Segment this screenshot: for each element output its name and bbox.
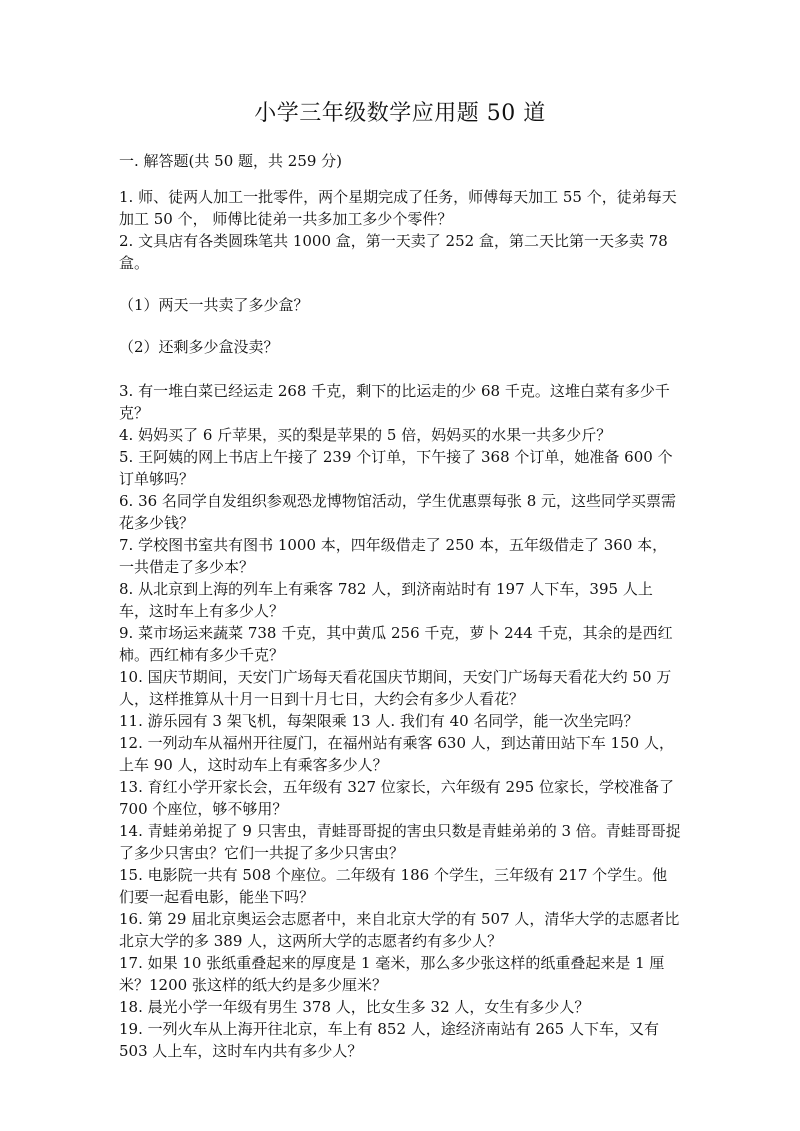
question-3: 3. 有一堆白菜已经运走 268 千克，剩下的比运走的少 68 千克。这堆白菜有多少千克？	[119, 382, 670, 422]
page-title: 小学三年级数学应用题 50 道	[254, 101, 546, 126]
question-9: 9. 菜市场运来蔬菜 738 千克，其中黄瓜 256 千克，萝卜 244 千克，其余的是西红柿。西红柿有多少千克？	[119, 624, 673, 664]
question-2-part-1: （1）两天一共卖了多少盒？	[119, 296, 309, 314]
question-7: 7. 学校图书室共有图书 1000 本，四年级借走了 250 本，五年级借走了 360 本，一共借走了多少本？	[119, 536, 668, 576]
question-5: 5. 王阿姨的网上书店上午接了 239 个订单，下午接了 368 个订单，她准备 600 个订单够吗？	[119, 448, 673, 488]
question-4: 4. 妈妈买了 6 斤苹果，买的梨是苹果的 5 倍，妈妈买的水果一共多少斤？	[119, 426, 612, 444]
question-15: 15. 电影院一共有 508 个座位。二年级有 186 个学生，三年级有 217 个学生。他们要一起看电影，能坐下吗？	[119, 866, 668, 906]
question-2: 2. 文具店有各类圆珠笔共 1000 盒，第一天卖了 252 盒，第二天比第一天多卖 78 盒。	[119, 232, 668, 272]
question-18: 18. 晨光小学一年级有男生 378 人，比女生多 32 人，女生有多少人？	[119, 998, 590, 1016]
question-2-part-2: （2）还剩多少盒没卖？	[119, 338, 279, 356]
question-10: 10. 国庆节期间，天安门广场每天看花国庆节期间，天安门广场每天看花大约 50 万人，这样推算从十月一日到十月七日，大约会有多少人看花？	[119, 668, 672, 708]
question-19: 19. 一列火车从上海开往北京，车上有 852 人，途经济南站有 265 人下车，又有 503 人上车，这时车内共有多少人？	[119, 1020, 659, 1060]
question-11: 11. 游乐园有 3 架飞机，每架限乘 13 人. 我们有 40 名同学，能一次坐完吗？	[119, 712, 639, 730]
question-1: 1. 师、徒两人加工一批零件，两个星期完成了任务，师傅每天加工 55 个，徒弟每天加工 50 个， 师傅比徒弟一共多加工多少个零件？	[119, 188, 677, 228]
question-14: 14. 青蛙弟弟捉了 9 只害虫，青蛙哥哥捉的害虫只数是青蛙弟弟的 3 倍。青蛙哥哥捉了多少只害虫？它们一共捉了多少只害虫？	[119, 822, 681, 862]
question-17: 17. 如果 10 张纸重叠起来的厚度是 1 毫米，那么多少张这样的纸重叠起来是 1 厘米？1200 张这样的纸大约是多少厘米？	[119, 954, 665, 994]
question-6: 6. 36 名同学自发组织参观恐龙博物馆活动，学生优惠票每张 8 元，这些同学买票需花多少钱？	[119, 492, 677, 532]
question-8: 8. 从北京到上海的列车上有乘客 782 人，到济南站时有 197 人下车，395 人上车，这时车上有多少人？	[119, 580, 653, 620]
question-16: 16. 第 29 届北京奥运会志愿者中，来自北京大学的有 507 人，清华大学的志愿者比北京大学的多 389 人，这两所大学的志愿者约有多少人？	[119, 910, 680, 950]
question-13: 13. 育红小学开家长会，五年级有 327 位家长，六年级有 295 位家长，学校准备了 700 个座位，够不够用？	[119, 778, 674, 818]
question-12: 12. 一列动车从福州开往厦门，在福州站有乘客 630 人，到达莆田站下车 150 人，上车 90 人，这时动车上有乘客多少人？	[119, 734, 674, 774]
section-heading: 一. 解答题(共 50 题，共 259 分)	[119, 152, 343, 170]
question-list	[119, 186, 681, 1062]
